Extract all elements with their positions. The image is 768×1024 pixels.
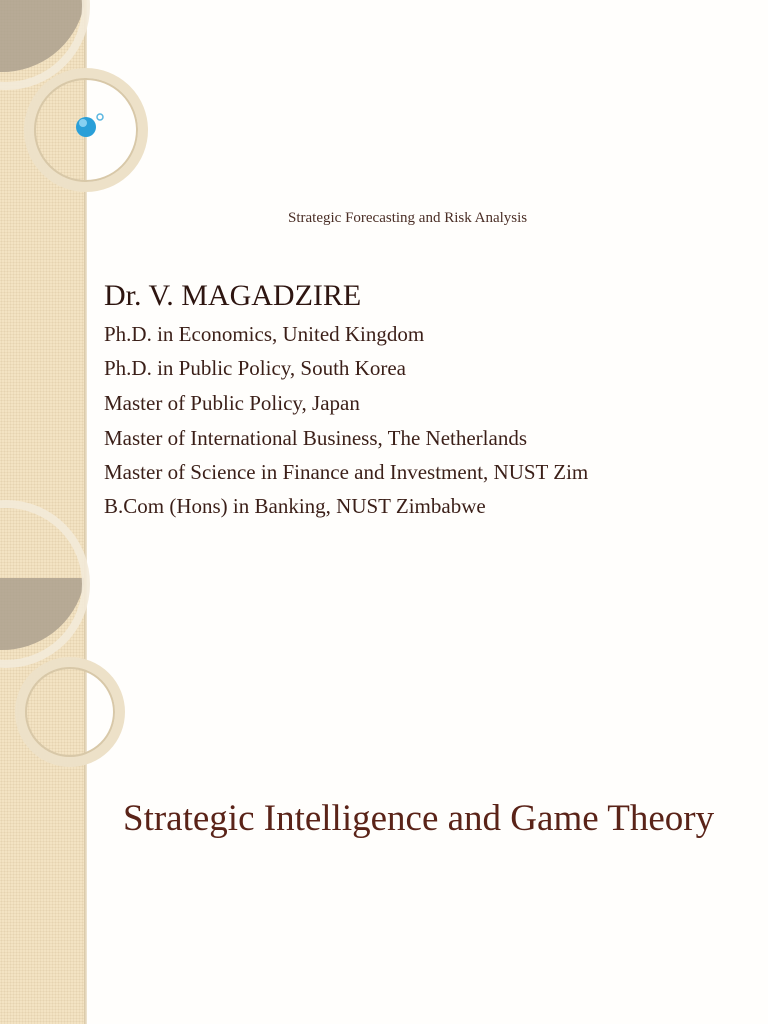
credential-item: Ph.D. in Public Policy, South Korea	[104, 356, 406, 380]
credential-item: Master of Science in Finance and Investment, NUST Zim	[104, 460, 589, 484]
lower-ring-icon	[20, 662, 120, 762]
credential-item: Master of Public Policy, Japan	[104, 391, 360, 415]
lower-ring-inner-icon	[26, 668, 114, 756]
top-quarter-disc-icon	[0, 0, 84, 72]
slide-subtitle: Strategic Forecasting and Risk Analysis	[288, 210, 528, 226]
credential-item: Ph.D. in Economics, United Kingdom	[104, 322, 425, 346]
credential-item: B.Com (Hons) in Banking, NUST Zimbabwe	[104, 494, 486, 518]
blue-bullet-dot-icon	[76, 117, 96, 137]
blue-dot-highlight-icon	[79, 119, 87, 127]
small-blue-ring-icon	[97, 114, 103, 120]
lower-quarter-disc-icon	[0, 578, 84, 650]
credential-item: Master of International Business, The Netherlands	[104, 426, 528, 450]
author-name: Dr. V. MAGADZIRE	[104, 279, 362, 312]
slide-main-title: Strategic Intelligence and Game Theory	[123, 798, 715, 839]
